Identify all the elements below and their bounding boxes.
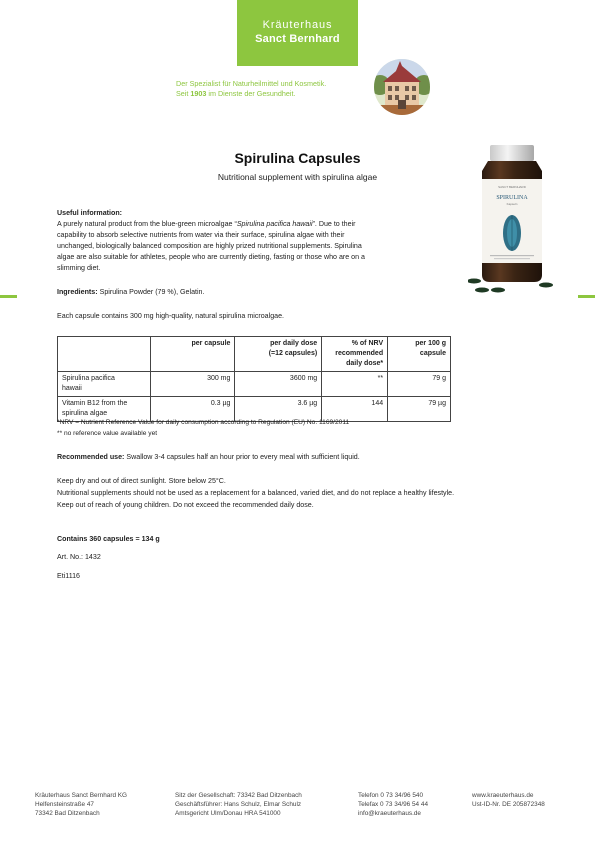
useful-info-line3: unchanged, biologically balanced composition are highly prized nutritional supplements. Spirulina — [57, 242, 362, 250]
bottle-label-sub: Kapseln — [506, 202, 518, 206]
product-title: Spirulina Capsules — [234, 150, 361, 166]
info-line1-before: A purely natural product from the blue-green microalgae “ — [57, 220, 237, 228]
footer-email-link[interactable]: info@kraeuterhaus.de — [358, 810, 421, 817]
footer-website-link[interactable]: www.kraeuterhaus.de — [472, 792, 534, 799]
product-subtitle: Nutritional supplement with spirulina algae — [217, 172, 378, 182]
table-cell: 300 mg — [150, 372, 235, 397]
table-header-cell: per daily dose (=12 capsules) — [235, 337, 322, 372]
useful-info-heading: Useful information: — [57, 209, 123, 217]
table-header-cell: per capsule — [150, 337, 235, 372]
recommended-use — [57, 452, 360, 463]
ingredients-text: Spirulina Powder (79 %), Gelatin. — [99, 288, 205, 296]
footer-web-tax: www.kraeuterhaus.de Ust-ID-Nr. DE 205872348 — [472, 792, 545, 808]
table-header-cell: per 100 g capsule — [388, 337, 451, 372]
table-cell: 0.3 µg — [150, 397, 235, 422]
article-number: Art. No.: 1432 — [57, 553, 101, 561]
children-warning: Keep out of reach of young children. Do not exceed the recommended daily dose. — [57, 501, 314, 509]
table-cell-name: Spirulina pacifica hawaii — [58, 372, 151, 397]
label-code: Eti1116 — [57, 572, 81, 580]
tagline-line2 — [176, 89, 366, 99]
table-footnote-nrv: *NRV = Nutrient Reference Value for daily consumption according to Regulation (EU) No. 1169/2011 — [57, 419, 350, 426]
useful-info-line5: slimming diet. — [57, 264, 101, 272]
tagline-suffix: im Dienste der Gesundheit. — [208, 89, 296, 98]
nutrition-table — [57, 336, 451, 422]
logo-text-line2: Sanct Bernhard — [255, 33, 340, 45]
table-footnote-no-reference: ** no reference value available yet — [57, 430, 158, 437]
supplement-warning: Nutritional supplements should not be used as a replacement for a balanced, varied diet, and do not replace a healthy lifestyle. — [57, 489, 455, 497]
contents-info: Contains 360 capsules = 134 g — [57, 535, 160, 543]
footer-company-address: Kräuterhaus Sanct Bernhard KG Helfensteinstraße 47 73342 Bad Ditzenbach — [35, 792, 128, 817]
info-line1-after: ”. Due to their — [312, 220, 356, 228]
bottle-label-brand: SANCT BERNHARD — [498, 185, 526, 189]
bottle-label-name: SPIRULINA — [496, 195, 528, 201]
table-row — [58, 372, 451, 397]
table-cell: ** — [322, 372, 388, 397]
recommended-use-label: Recommended use: — [57, 453, 125, 461]
logo-text-line1: Kräuterhaus — [262, 19, 333, 31]
footer-contact: Telefon 0 73 34/96 540 Telefax 0 73 34/96 54 44 info@kraeuterhaus.de — [358, 792, 428, 817]
info-line1-italic: Spirulina pacifica hawaii — [236, 220, 313, 228]
brand-logo — [237, 0, 358, 66]
table-cell: 79 g — [388, 372, 451, 397]
product-bottle-image — [468, 139, 556, 295]
capsule-note: Each capsule contains 300 mg high-quality, natural spirulina microalgae. — [57, 312, 284, 320]
company-tagline — [176, 79, 366, 99]
table-header-row — [58, 337, 451, 372]
tagline-prefix: Seit — [176, 89, 189, 98]
table-header-cell: % of NRV recommended daily dose* — [322, 337, 388, 372]
useful-info-line4: algae are also suitable for athletes, people who are currently dieting, fasting or those who are on a — [57, 253, 365, 261]
table-cell: 3600 mg — [235, 372, 322, 397]
ingredients — [57, 287, 204, 298]
useful-info-line1 — [57, 219, 356, 230]
table-cell: 3.6 µg — [235, 397, 322, 422]
storage-note: Keep dry and out of direct sunlight. Store below 25°C. — [57, 477, 226, 485]
table-cell-name: Vitamin B12 from the spirulina algae — [58, 397, 151, 422]
footer-legal-info: Sitz der Gesellschaft: 73342 Bad Ditzenbach Geschäftsführer: Hans Schulz, Elmar Schulz Amtsgericht Ulm/Donau HRA 541000 — [175, 792, 302, 817]
recommended-use-text: Swallow 3-4 capsules half an hour prior to every meal with sufficient liquid. — [126, 453, 360, 461]
left-fold-mark — [0, 295, 17, 298]
tagline-line1: Der Spezialist für Naturheilmittel und Kosmetik. — [176, 79, 327, 88]
table-cell: 79 µg — [388, 397, 451, 422]
tagline-year: 1903 — [190, 89, 207, 98]
table-cell: 144 — [322, 397, 388, 422]
ingredients-label: Ingredients: — [57, 288, 98, 296]
right-fold-mark — [578, 295, 595, 298]
table-header-cell — [58, 337, 151, 372]
useful-info-line2: capability to absorb selective nutrients from water via their surface, spirulina algae with their — [57, 231, 345, 239]
company-building-image — [374, 59, 430, 115]
